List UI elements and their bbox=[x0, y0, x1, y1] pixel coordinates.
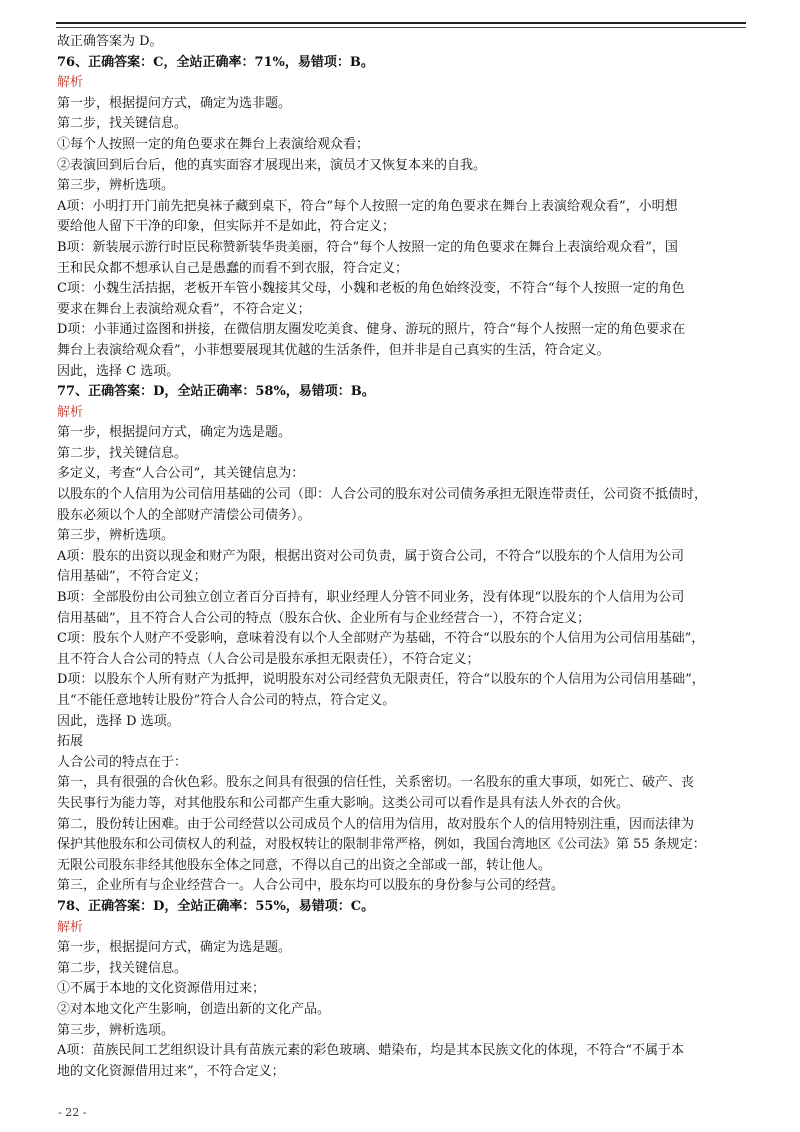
analysis-label: 解析 bbox=[57, 404, 84, 420]
text-line: 多定义，考查“人合公司”，其关键信息为： bbox=[57, 466, 305, 482]
text-line: B项：全部股份由公司独立创立者百分百持有，职业经理人分管不同业务，没有体现“以股东的个人信用为公司 bbox=[57, 590, 685, 606]
text-line: 且“不能任意地转让股份”符合人合公司的特点，符合定义。 bbox=[57, 693, 396, 708]
text-line: 要给他人留下干净的印象，但实际并不是如此，符合定义； bbox=[57, 219, 396, 235]
text-line: 地的文化资源借用过来”，不符合定义； bbox=[57, 1063, 285, 1079]
text-line: 拓展 bbox=[57, 734, 84, 750]
text-line: 股东必须以个人的全部财产清偿公司债务）。 bbox=[57, 507, 311, 523]
text-line: 要求在舞台上表演给观众看”，不符合定义； bbox=[57, 301, 311, 317]
page-number: - 22 - bbox=[58, 1106, 87, 1119]
text-line: B项：新装展示游行时臣民称赞新装华贵美丽，符合“每个人按照一定的角色要求在舞台上表演给观众看”，国 bbox=[57, 239, 678, 255]
document-body bbox=[57, 32, 747, 1082]
analysis-label: 解析 bbox=[57, 75, 84, 91]
text-line: 因此，选择 C 选项。 bbox=[57, 363, 180, 379]
text-line: ①不属于本地的文化资源借用过来； bbox=[57, 981, 266, 997]
text-line: 无限公司股东非经其他股东全体之同意，不得以自己的出资之全部或一部，转让他人。 bbox=[57, 857, 552, 873]
text-line: 第一步，根据提问方式，确定为选非题。 bbox=[57, 95, 292, 111]
text-line: ②对本地文化产生影响，创造出新的文化产品。 bbox=[57, 1001, 331, 1017]
text-line: 且不符合人合公司的特点（人合公司是股东承担无限责任），不符合定义； bbox=[57, 651, 480, 667]
text-line: 信用基础”，不符合定义； bbox=[57, 569, 207, 585]
header-rule-thick bbox=[56, 22, 746, 24]
text-line: 王和民众都不想承认自己是愚蠢的而看不到衣服，符合定义； bbox=[57, 260, 409, 276]
answer-heading: 76、正确答案：C，全站正确率：71%，易错项：B。 bbox=[57, 54, 374, 70]
text-line: 第二步，找关键信息。 bbox=[57, 960, 188, 976]
text-line: 信用基础”，且不符合人合公司的特点（股东合伙、企业所有与企业经营合一），不符合定义； bbox=[57, 610, 591, 626]
text-line: A项：苗族民间工艺组织设计具有苗族元素的彩色玻璃、蜡染布，均是其本民族文化的体现，不符合“不属于本 bbox=[57, 1043, 685, 1059]
text-line: 失民事行为能力等，对其他股东和公司都产生重大影响。这类公司可以看作是具有法人外衣的合伙。 bbox=[57, 795, 630, 811]
text-line: 第一，具有很强的合伙色彩。股东之间具有很强的信任性，关系密切。一名股东的重大事项，如死亡、破产、丧 bbox=[57, 775, 695, 791]
text-line: 人合公司的特点在于： bbox=[57, 754, 188, 770]
text-line: C项：小魏生活拮据，老板开车管小魏接其父母，小魏和老板的角色始终没变，不符合“每个人按照一定的角色 bbox=[57, 281, 685, 297]
text-line: 第二，股份转让困难。由于公司经营以公司成员个人的信用为信用，故对股东个人的信用特别注重，因而法律为 bbox=[57, 816, 695, 832]
text-line: D项：以股东个人所有财产为抵押，说明股东对公司经营负无限责任，符合“以股东的个人信用为公司信用基础”， bbox=[57, 672, 705, 688]
text-line: 第三步，辨析选项。 bbox=[57, 1022, 175, 1038]
text-line: 舞台上表演给观众看”，小菲想要展现其优越的生活条件，但并非是自己真实的生活，符合定义。 bbox=[57, 342, 610, 358]
text-line: 第一步，根据提问方式，确定为选是题。 bbox=[57, 425, 292, 441]
text-line: ②表演回到后台后，他的真实面容才展现出来，演员才又恢复本来的自我。 bbox=[57, 157, 487, 173]
text-line: 第三，企业所有与企业经营合一。人合公司中，股东均可以股东的身份参与公司的经营。 bbox=[57, 878, 565, 894]
text-line: 第二步，找关键信息。 bbox=[57, 116, 188, 132]
text-line: D项：小菲通过盗图和拼接，在微信朋友圈发吃美食、健身、游玩的照片，符合“每个人按照一定的角色要求在 bbox=[57, 322, 686, 338]
header-rule-thin bbox=[56, 27, 746, 28]
text-line: 保护其他股东和公司债权人的利益，对股权转让的限制非常严格，例如，我国台湾地区《公司法》第 55 条规定： bbox=[57, 837, 706, 853]
text-line: A项：小明打开门前先把臭袜子藏到桌下，符合“每个人按照一定的角色要求在舞台上表演给观众看”，小明想 bbox=[57, 198, 678, 214]
analysis-label: 解析 bbox=[57, 919, 84, 935]
text-line: 故正确答案为 D。 bbox=[57, 34, 163, 49]
text-line: A项：股东的出资以现金和财产为限，根据出资对公司负责，属于资合公司，不符合“以股东的个人信用为公司 bbox=[57, 548, 685, 564]
text-line: ①每个人按照一定的角色要求在舞台上表演给观众看； bbox=[57, 136, 370, 152]
text-line: 第三步，辨析选项。 bbox=[57, 178, 175, 194]
answer-heading: 77、正确答案：D，全站正确率：58%，易错项：B。 bbox=[57, 384, 375, 400]
text-line: 以股东的个人信用为公司信用基础的公司（即：人合公司的股东对公司债务承担无限连带责任，公司资不抵债时， bbox=[57, 487, 708, 503]
text-line: 第二步，找关键信息。 bbox=[57, 445, 188, 461]
text-line: C项：股东个人财产不受影响，意味着没有以个人全部财产为基础，不符合“以股东的个人信用为公司信用基础”， bbox=[57, 631, 705, 647]
text-line: 第三步，辨析选项。 bbox=[57, 528, 175, 544]
answer-heading: 78、正确答案：D，全站正确率：55%，易错项：C。 bbox=[57, 898, 375, 914]
text-line: 第一步，根据提问方式，确定为选是题。 bbox=[57, 940, 292, 956]
text-line: 因此，选择 D 选项。 bbox=[57, 713, 180, 729]
